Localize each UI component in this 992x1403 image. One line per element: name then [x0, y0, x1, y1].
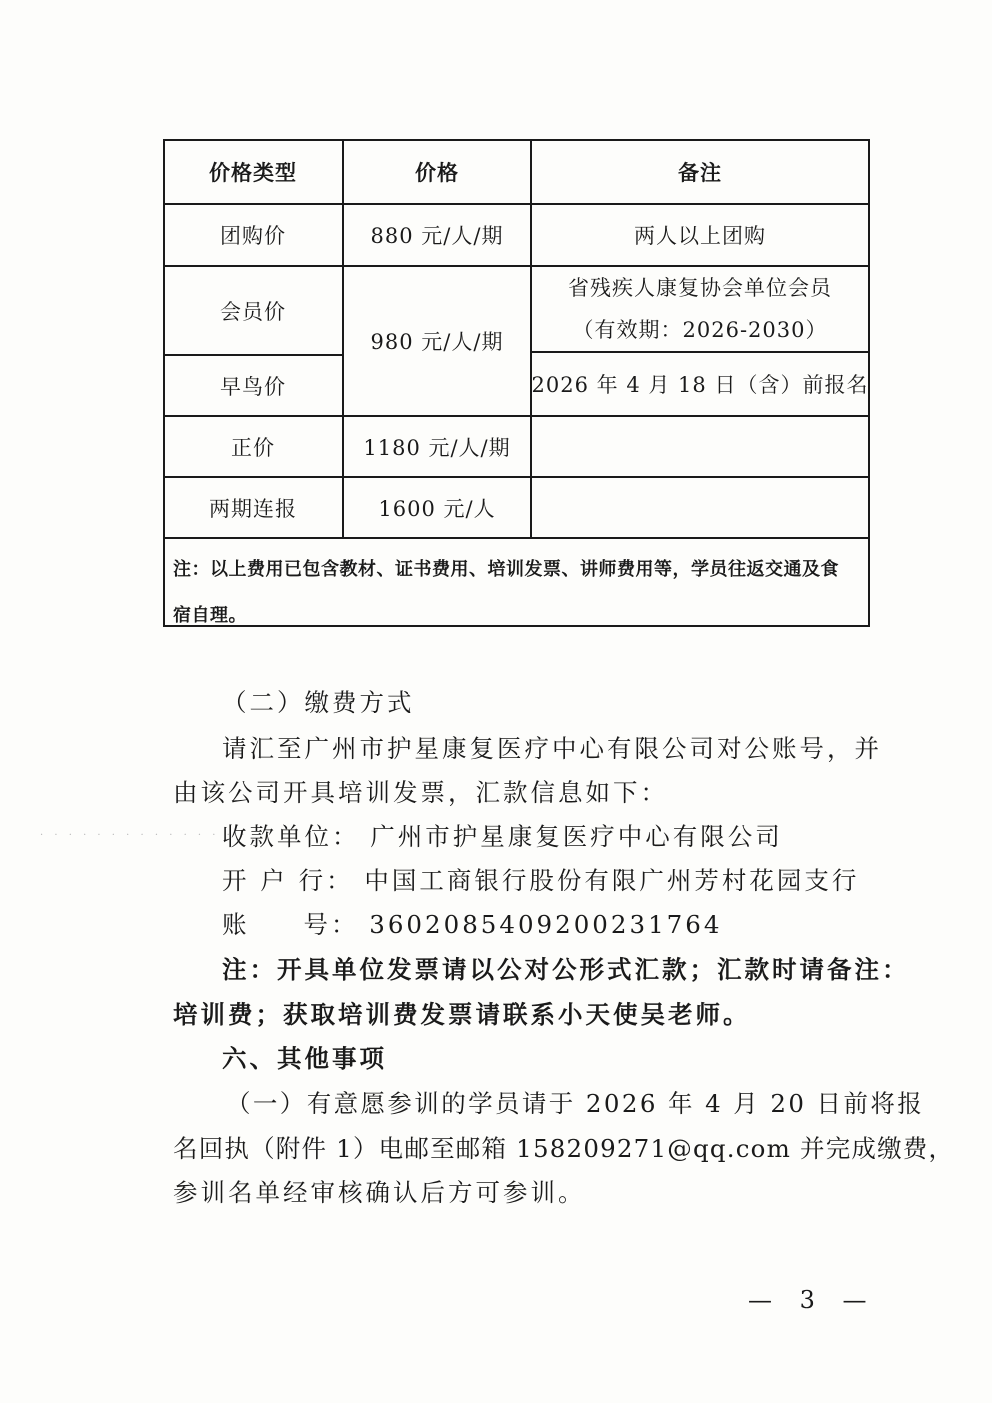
row-earlybird-remark: 2026 年 4 月 18 日（含）前报名: [531, 373, 869, 397]
row-two-sessions-type: 两期连报: [209, 496, 297, 521]
row-group-remark: 两人以上团购: [634, 224, 766, 248]
header-price: 价格: [415, 160, 459, 185]
account-value: 3602085409200231764: [369, 910, 723, 939]
row-regular-price: 1180 元/人/期: [363, 435, 511, 460]
member-remark-line1: 省残疾人康复协会单位会员: [568, 276, 832, 300]
page-number: — 3 —: [748, 1286, 877, 1314]
other-item1-line3: 参训名单经审核确认后方可参训。: [173, 1178, 586, 1207]
other-heading: 六、其他事项: [222, 1044, 387, 1073]
payee-label: 收款单位：: [222, 822, 360, 851]
row-group-price: 880 元/人/期: [370, 224, 504, 248]
row-member-remark: [531, 266, 869, 352]
payment-note-line2: 培训费；获取培训费发票请联系小天使吴老师。: [173, 1000, 751, 1029]
table-note-line1: 注：以上费用已包含教材、证书费用、培训发票、讲师费用等，学员往返交通及食: [173, 559, 839, 580]
header-remark: 备注: [678, 160, 722, 185]
row-two-sessions-price: 1600 元/人: [378, 496, 496, 521]
scan-dots: · · · · · · · · · · · · · · ·: [40, 830, 249, 841]
other-item1-line2: 名回执（附件 1）电邮至邮箱 158209271@qq.com 并完成缴费，: [173, 1134, 955, 1163]
header-price-type: 价格类型: [209, 160, 297, 185]
table-note: [173, 547, 863, 639]
payment-intro-line1: 请汇至广州市护星康复医疗中心有限公司对公账号，并: [222, 734, 882, 763]
payment-intro-line2: 由该公司开具培训发票，汇款信息如下：: [173, 778, 668, 807]
row-regular-type: 正价: [231, 435, 275, 460]
payee-row: [222, 818, 783, 853]
bank-row: [222, 862, 859, 897]
bank-value: 中国工商银行股份有限广州芳村花园支行: [364, 866, 860, 895]
account-row: [222, 906, 722, 941]
other-item1-line1: （一）有意愿参训的学员请于 2026 年 4 月 20 日前将报: [226, 1089, 925, 1118]
row-group-type: 团购价: [220, 224, 286, 248]
row-member-type: 会员价: [220, 299, 286, 324]
row-member-earlybird-price: 980 元/人/期: [370, 330, 504, 354]
price-table: [163, 139, 870, 627]
account-label: 账 号：: [222, 910, 359, 939]
member-remark-line2: （有效期：2026-2030）: [572, 318, 828, 342]
table-note-line2: 宿自理。: [173, 605, 247, 626]
bank-label: 开 户 行：: [222, 866, 354, 895]
row-earlybird-type: 早鸟价: [220, 374, 286, 399]
payment-note-line1: 注：开具单位发票请以公对公形式汇款；汇款时请备注：: [222, 955, 910, 984]
payee-value: 广州市护星康复医疗中心有限公司: [370, 822, 783, 851]
payment-heading: （二）缴费方式: [222, 688, 415, 717]
